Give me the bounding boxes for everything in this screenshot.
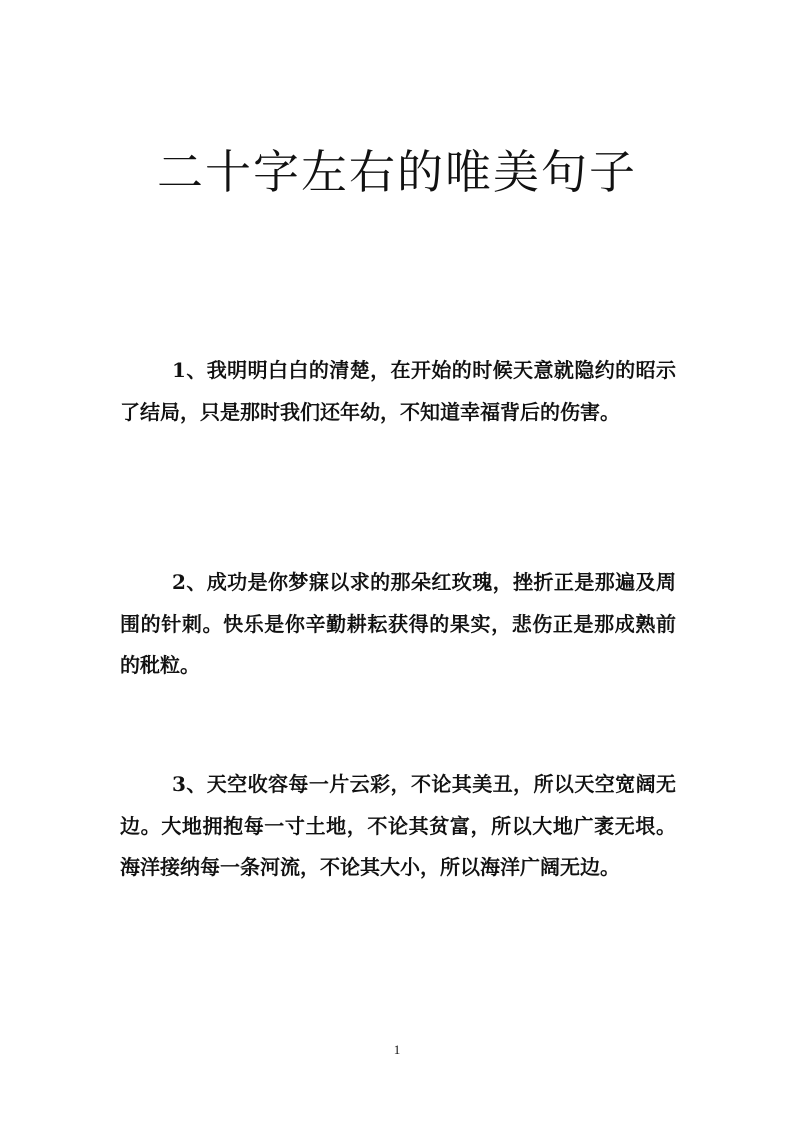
page-number: 1 bbox=[393, 1042, 401, 1057]
paragraph-1: 1、我明明白白的清楚，在开始的时候天意就隐约的昭示了结局，只是那时我们还年幼，不知道幸福背后的伤害。 bbox=[120, 358, 676, 424]
paragraph-3: 3、天空收容每一片云彩，不论其美丑，所以天空宽阔无边。大地拥抱每一寸土地，不论其贫富，所以大地广袤无垠。海洋接纳每一条河流，不论其大小，所以海洋广阔无边。 bbox=[120, 772, 676, 879]
paragraph-2: 2、成功是你梦寐以求的那朵红玫瑰，挫折正是那遍及周围的针刺。快乐是你辛勤耕耘获得的果实，悲伤正是那成熟前的秕粒。 bbox=[120, 570, 676, 677]
document-title: 二十字左右的唯美句子 bbox=[157, 145, 637, 199]
